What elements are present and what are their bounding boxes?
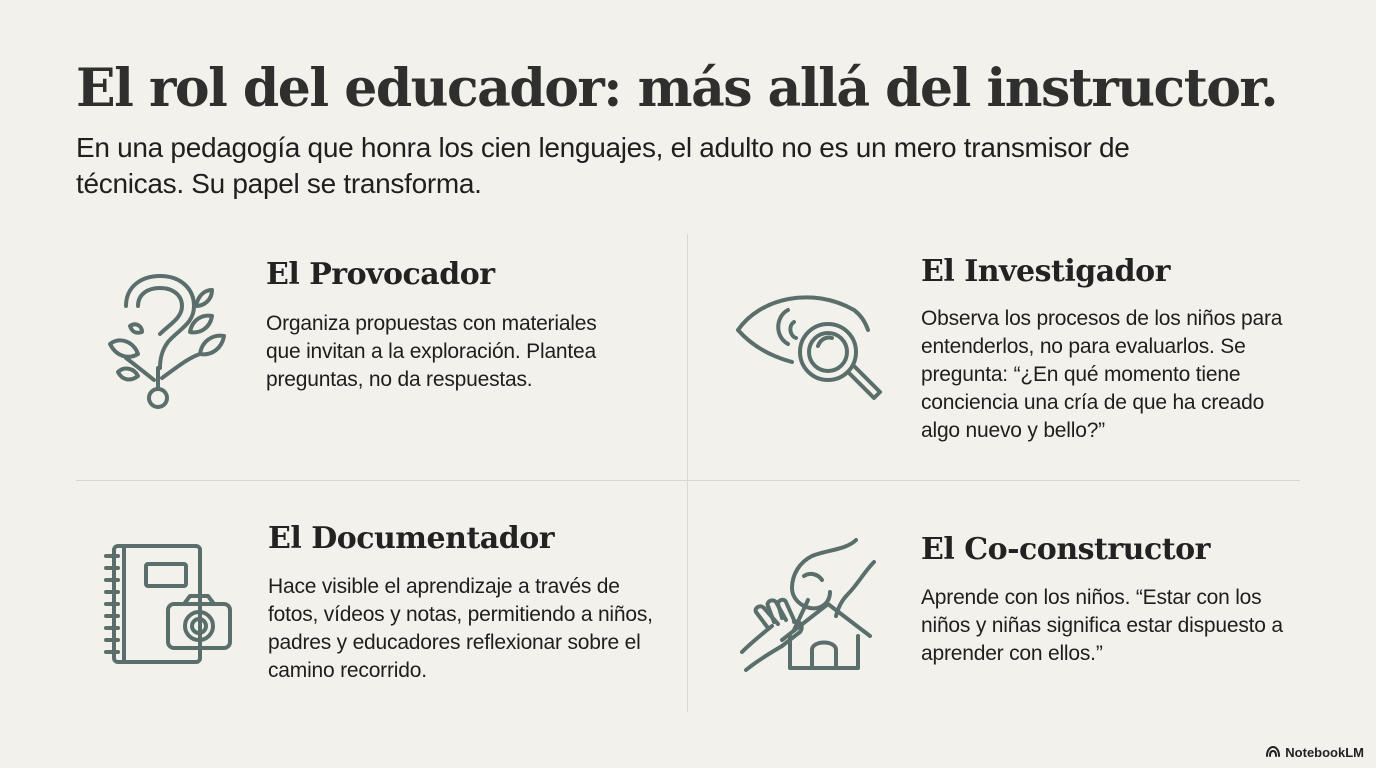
notebook-camera-icon <box>104 542 234 666</box>
role-text-investigador: Observa los procesos de los niños para entenderlos, no para evaluarlos. Se pregunta: “¿En qué momento tiene conciencia una cría de que ha creado algo nuevo y bello?” <box>921 307 1283 442</box>
brand-label: NotebookLM <box>1285 745 1364 760</box>
role-title-coconstructor: El Co-constructor <box>921 532 1210 567</box>
role-text-documentador: Hace visible el aprendizaje a través de fotos, vídeos y notas, permitiendo a niños, padres y educadores reflexionar sobre el camino recorrido. <box>268 575 653 682</box>
eye-magnifier-icon <box>734 290 884 406</box>
notebooklm-logo-icon <box>1265 745 1281 760</box>
page-title: El rol del educador: más allá del instructor. <box>76 58 1278 119</box>
page-subtitle: En una pedagogía que honra los cien lenguajes, el adulto no es un mero transmisor de técnicas. Su papel se transforma. <box>76 132 1130 199</box>
role-text-provocador: Organiza propuestas con materiales que invitan a la exploración. Plantea preguntas, no da respuestas. <box>266 312 597 391</box>
role-title-documentador: El Documentador <box>268 521 555 556</box>
horizontal-divider <box>76 480 1300 481</box>
brand-badge <box>1265 745 1364 760</box>
role-title-investigador: El Investigador <box>921 254 1170 289</box>
hands-house-icon <box>738 536 878 672</box>
vertical-divider <box>687 234 688 712</box>
role-text-coconstructor: Aprende con los niños. “Estar con los niños y niñas significa estar dispuesto a aprender con ellos.” <box>921 586 1283 665</box>
role-title-provocador: El Provocador <box>266 257 495 292</box>
question-sprout-icon <box>104 272 228 414</box>
